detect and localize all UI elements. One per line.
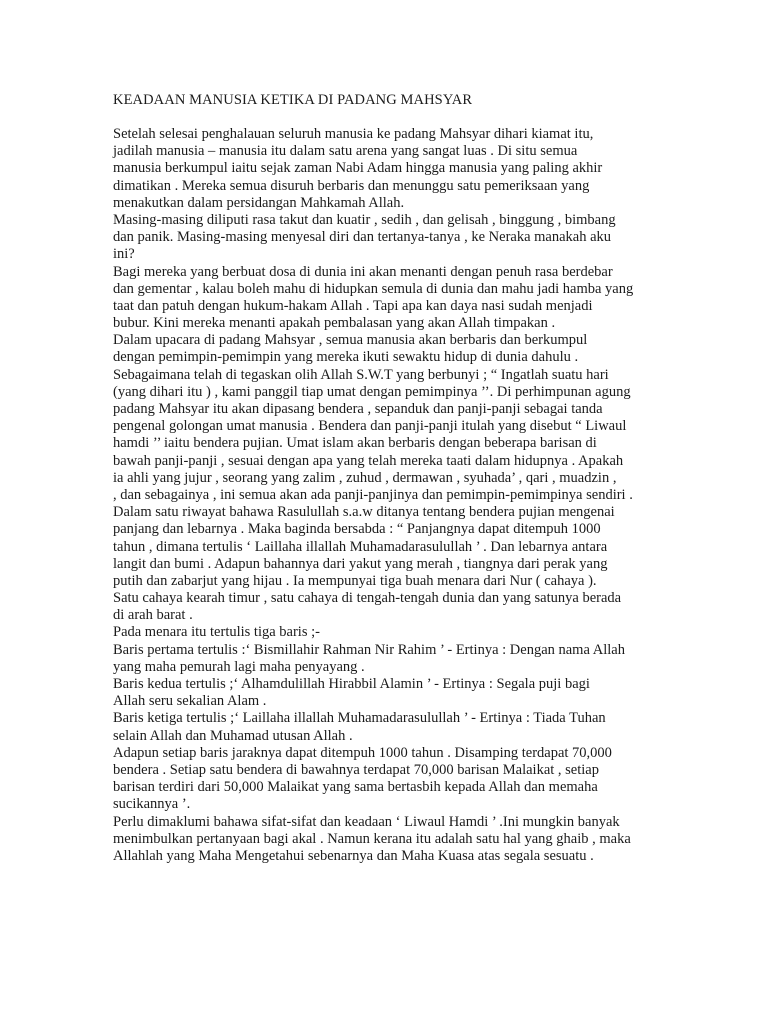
text-line: taat dan patuh dengan hukum-hakam Allah . Tapi apa kan daya nasi sudah menjadi [113, 297, 593, 314]
text-line: Perlu dimaklumi bahawa sifat-sifat dan keadaan ‘ Liwaul Hamdi ’ .Ini mungkin banyak [113, 813, 620, 830]
text-line: dengan pemimpin-pemimpin yang mereka ikuti sewaktu hidup di dunia dahulu . [113, 349, 579, 366]
text-line: menakutkan dalam persidangan Mahkamah Allah. [113, 194, 405, 211]
text-line: dimatikan . Mereka semua disuruh berbaris dan menunggu satu pemeriksaan yang [113, 177, 590, 194]
text-line: hamdi ’’ iaitu bendera pujian. Umat islam akan berbaris dengan beberapa barisan di [113, 435, 597, 452]
text-line: bawah panji-panji , sesuai dengan apa yang telah mereka taati dalam hidupnya . Apakah [113, 452, 624, 469]
text-line: putih dan zabarjut yang hijau . Ia mempunyai tiga buah menara dari Nur ( cahaya ). [113, 572, 597, 589]
text-line: Pada menara itu tertulis tiga baris ;- [113, 624, 320, 641]
text-line: tahun , dimana tertulis ‘ Laillaha illallah Muhamadarasulullah ’ . Dan lebarnya antara [113, 538, 608, 555]
text-line: sucikannya ’. [113, 796, 191, 813]
text-line: pengenal golongan umat manusia . Bendera dan panji-panji itulah yang disebut “ Liwaul [113, 418, 627, 435]
document-body [113, 126, 673, 865]
text-line: dan gementar , kalau boleh mahu di hidupkan semula di dunia dan mahu jadi hamba yang [113, 280, 634, 297]
text-line: Allah seru sekalian Alam . [113, 693, 267, 710]
text-line: Allahlah yang Maha Mengetahui sebenarnya dan Maha Kuasa atas segala sesuatu . [113, 847, 594, 864]
text-line: , dan sebagainya , ini semua akan ada panji-panjinya dan pemimpin-pemimpinya sendiri . [113, 486, 633, 503]
text-line: Dalam upacara di padang Mahsyar , semua manusia akan berbaris dan berkumpul [113, 332, 588, 349]
text-line: Satu cahaya kearah timur , satu cahaya di tengah-tengah dunia dan yang satunya berada [113, 590, 622, 607]
document-title: KEADAAN MANUSIA KETIKA DI PADANG MAHSYAR [113, 92, 473, 108]
text-line: jadilah manusia – manusia itu dalam satu arena yang sangat luas . Di situ semua [113, 143, 578, 160]
text-line: ini? [113, 246, 135, 263]
text-line: Baris kedua tertulis ;‘ Alhamdulillah Hirabbil Alamin ’ - Ertinya : Segala puji bagi [113, 676, 590, 692]
text-line: selain Allah dan Muhamad utusan Allah . [113, 727, 353, 744]
text-line: menimbulkan pertanyaan bagi akal . Namun kerana itu adalah satu hal yang ghaib , maka [113, 830, 631, 847]
text-line: Setelah selesai penghalauan seluruh manusia ke padang Mahsyar dihari kiamat itu, [113, 126, 594, 142]
text-line: barisan terdiri dari 50,000 Malaikat yang sama bertasbih kepada Allah dan memaha [113, 779, 598, 796]
text-line: (yang dihari itu ) , kami panggil tiap umat dengan pemimpinya ’’. Di perhimpunan agung [113, 383, 631, 400]
text-line: Bagi mereka yang berbuat dosa di dunia ini akan menanti dengan penuh rasa berdebar [113, 263, 613, 280]
text-line: panjang dan lebarnya . Maka baginda bersabda : “ Panjangnya dapat ditempuh 1000 [113, 521, 601, 538]
text-line: padang Mahsyar itu akan dipasang bendera , sepanduk dan panji-panji sebagai tanda [113, 401, 603, 417]
text-line: Adapun setiap baris jaraknya dapat ditempuh 1000 tahun . Disamping terdapat 70,000 [113, 744, 612, 761]
text-line: Sebagaimana telah di tegaskan olih Allah S.W.T yang berbunyi ; “ Ingatlah suatu hari [113, 366, 609, 383]
text-line: ia ahli yang jujur , seorang yang zalim , zuhud , dermawan , syuhada’ , qari , muadzin , [113, 469, 617, 486]
text-line: Dalam satu riwayat bahawa Rasulullah s.a.w ditanya tentang bendera pujian mengenai [113, 504, 615, 521]
text-line: dan panik. Masing-masing menyesal diri dan tertanya-tanya , ke Neraka manakah aku [113, 229, 612, 246]
text-line: di arah barat . [113, 607, 193, 624]
text-line: langit dan bumi . Adapun bahannya dari yakut yang merah , tiangnya dari perak yang [113, 555, 608, 572]
text-line: yang maha pemurah lagi maha penyayang . [113, 658, 365, 675]
text-line: Baris pertama tertulis :‘ Bismillahir Rahman Nir Rahim ’ - Ertinya : Dengan nama Allah [113, 641, 625, 658]
text-line: bendera . Setiap satu bendera di bawahnya terdapat 70,000 barisan Malaikat , setiap [113, 761, 599, 778]
text-line: Baris ketiga tertulis ;‘ Laillaha illallah Muhamadarasulullah ’ - Ertinya : Tiada Tuhan [113, 710, 606, 727]
text-line: bubur. Kini mereka menanti apakah pembalasan yang akan Allah timpakan . [113, 315, 556, 332]
text-line: Masing-masing diliputi rasa takut dan kuatir , sedih , dan gelisah , binggung , bimbang [113, 211, 616, 228]
text-line: manusia berkumpul iaitu sejak zaman Nabi Adam hingga manusia yang paling akhir [113, 160, 603, 177]
